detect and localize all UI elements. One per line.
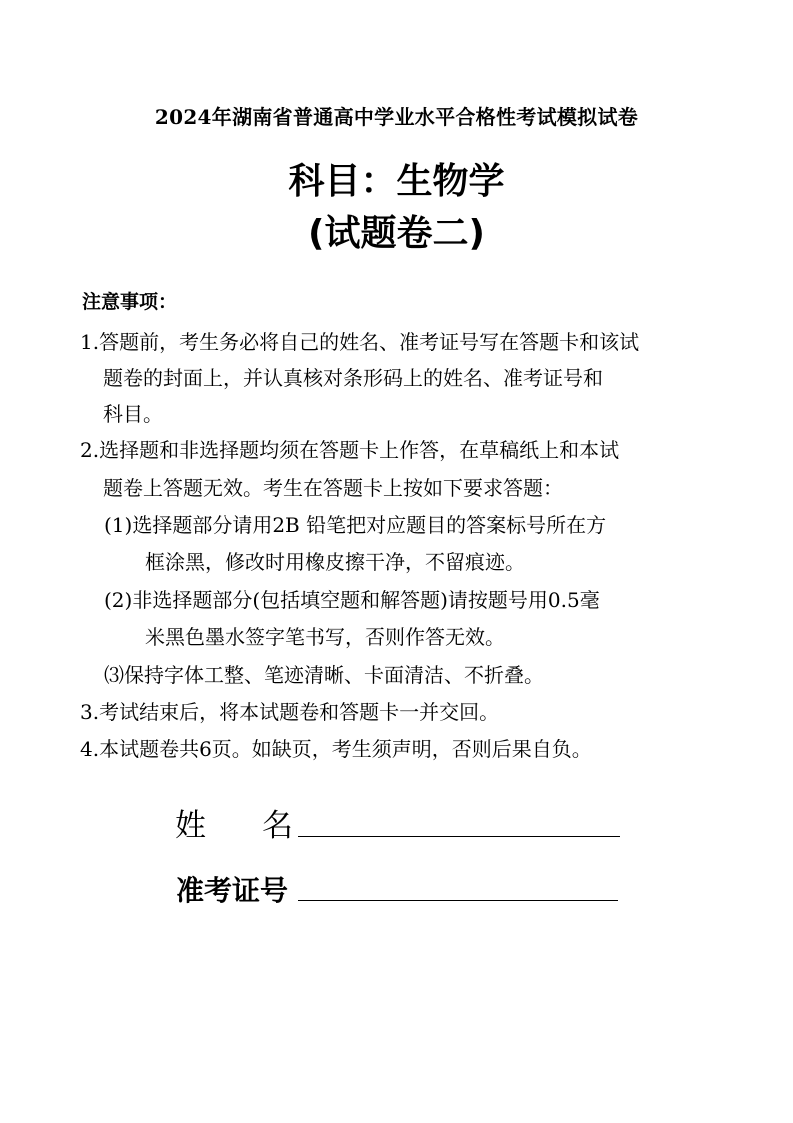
notice-line: 科目。 xyxy=(103,402,163,426)
notice-line: 2.选择题和非选择题均须在答题卡上作答，在草稿纸上和本试 xyxy=(80,438,620,462)
notice-line: 题卷上答题无效。考生在答题卡上按如下要求答题： xyxy=(103,476,563,500)
notice-heading: 注意事项： xyxy=(82,291,178,313)
subject-title: 科目：生物学 xyxy=(288,161,505,202)
notice-line: 框涂黑，修改时用橡皮擦干净，不留痕迹。 xyxy=(145,550,525,574)
id-label: 准考证号 xyxy=(176,874,289,907)
notice-line: 3.考试结束后，将本试题卷和答题卡一并交回。 xyxy=(80,700,500,724)
id-field-underline[interactable] xyxy=(298,900,618,901)
notice-line: 米黑色墨水签字笔书写，否则作答无效。 xyxy=(145,625,505,649)
notice-line: (1)选择题部分请用2B 铅笔把对应题目的答案标号所在方 xyxy=(104,513,607,537)
name-field-underline[interactable] xyxy=(298,836,620,837)
notice-line: 4.本试题卷共6页。如缺页，考生须声明，否则后果自负。 xyxy=(80,737,592,761)
notice-line: (2)非选择题部分(包括填空题和解答题)请按题号用0.5毫 xyxy=(104,588,600,612)
name-label-char-2: 名 xyxy=(262,808,293,844)
notice-line: ⑶保持字体工整、笔迹清晰、卡面清洁、不折叠。 xyxy=(104,663,544,687)
notice-line: 题卷的封面上，并认真核对条形码上的姓名、准考证号和 xyxy=(103,366,603,390)
paper-title: (试题卷二) xyxy=(308,213,485,254)
notice-line: 1.答题前，考生务必将自己的姓名、准考证号写在答题卡和该试 xyxy=(80,330,640,354)
exam-title: 2024年湖南省普通高中学业水平合格性考试模拟试卷 xyxy=(154,105,639,129)
name-label-char-1: 姓 xyxy=(175,808,206,844)
